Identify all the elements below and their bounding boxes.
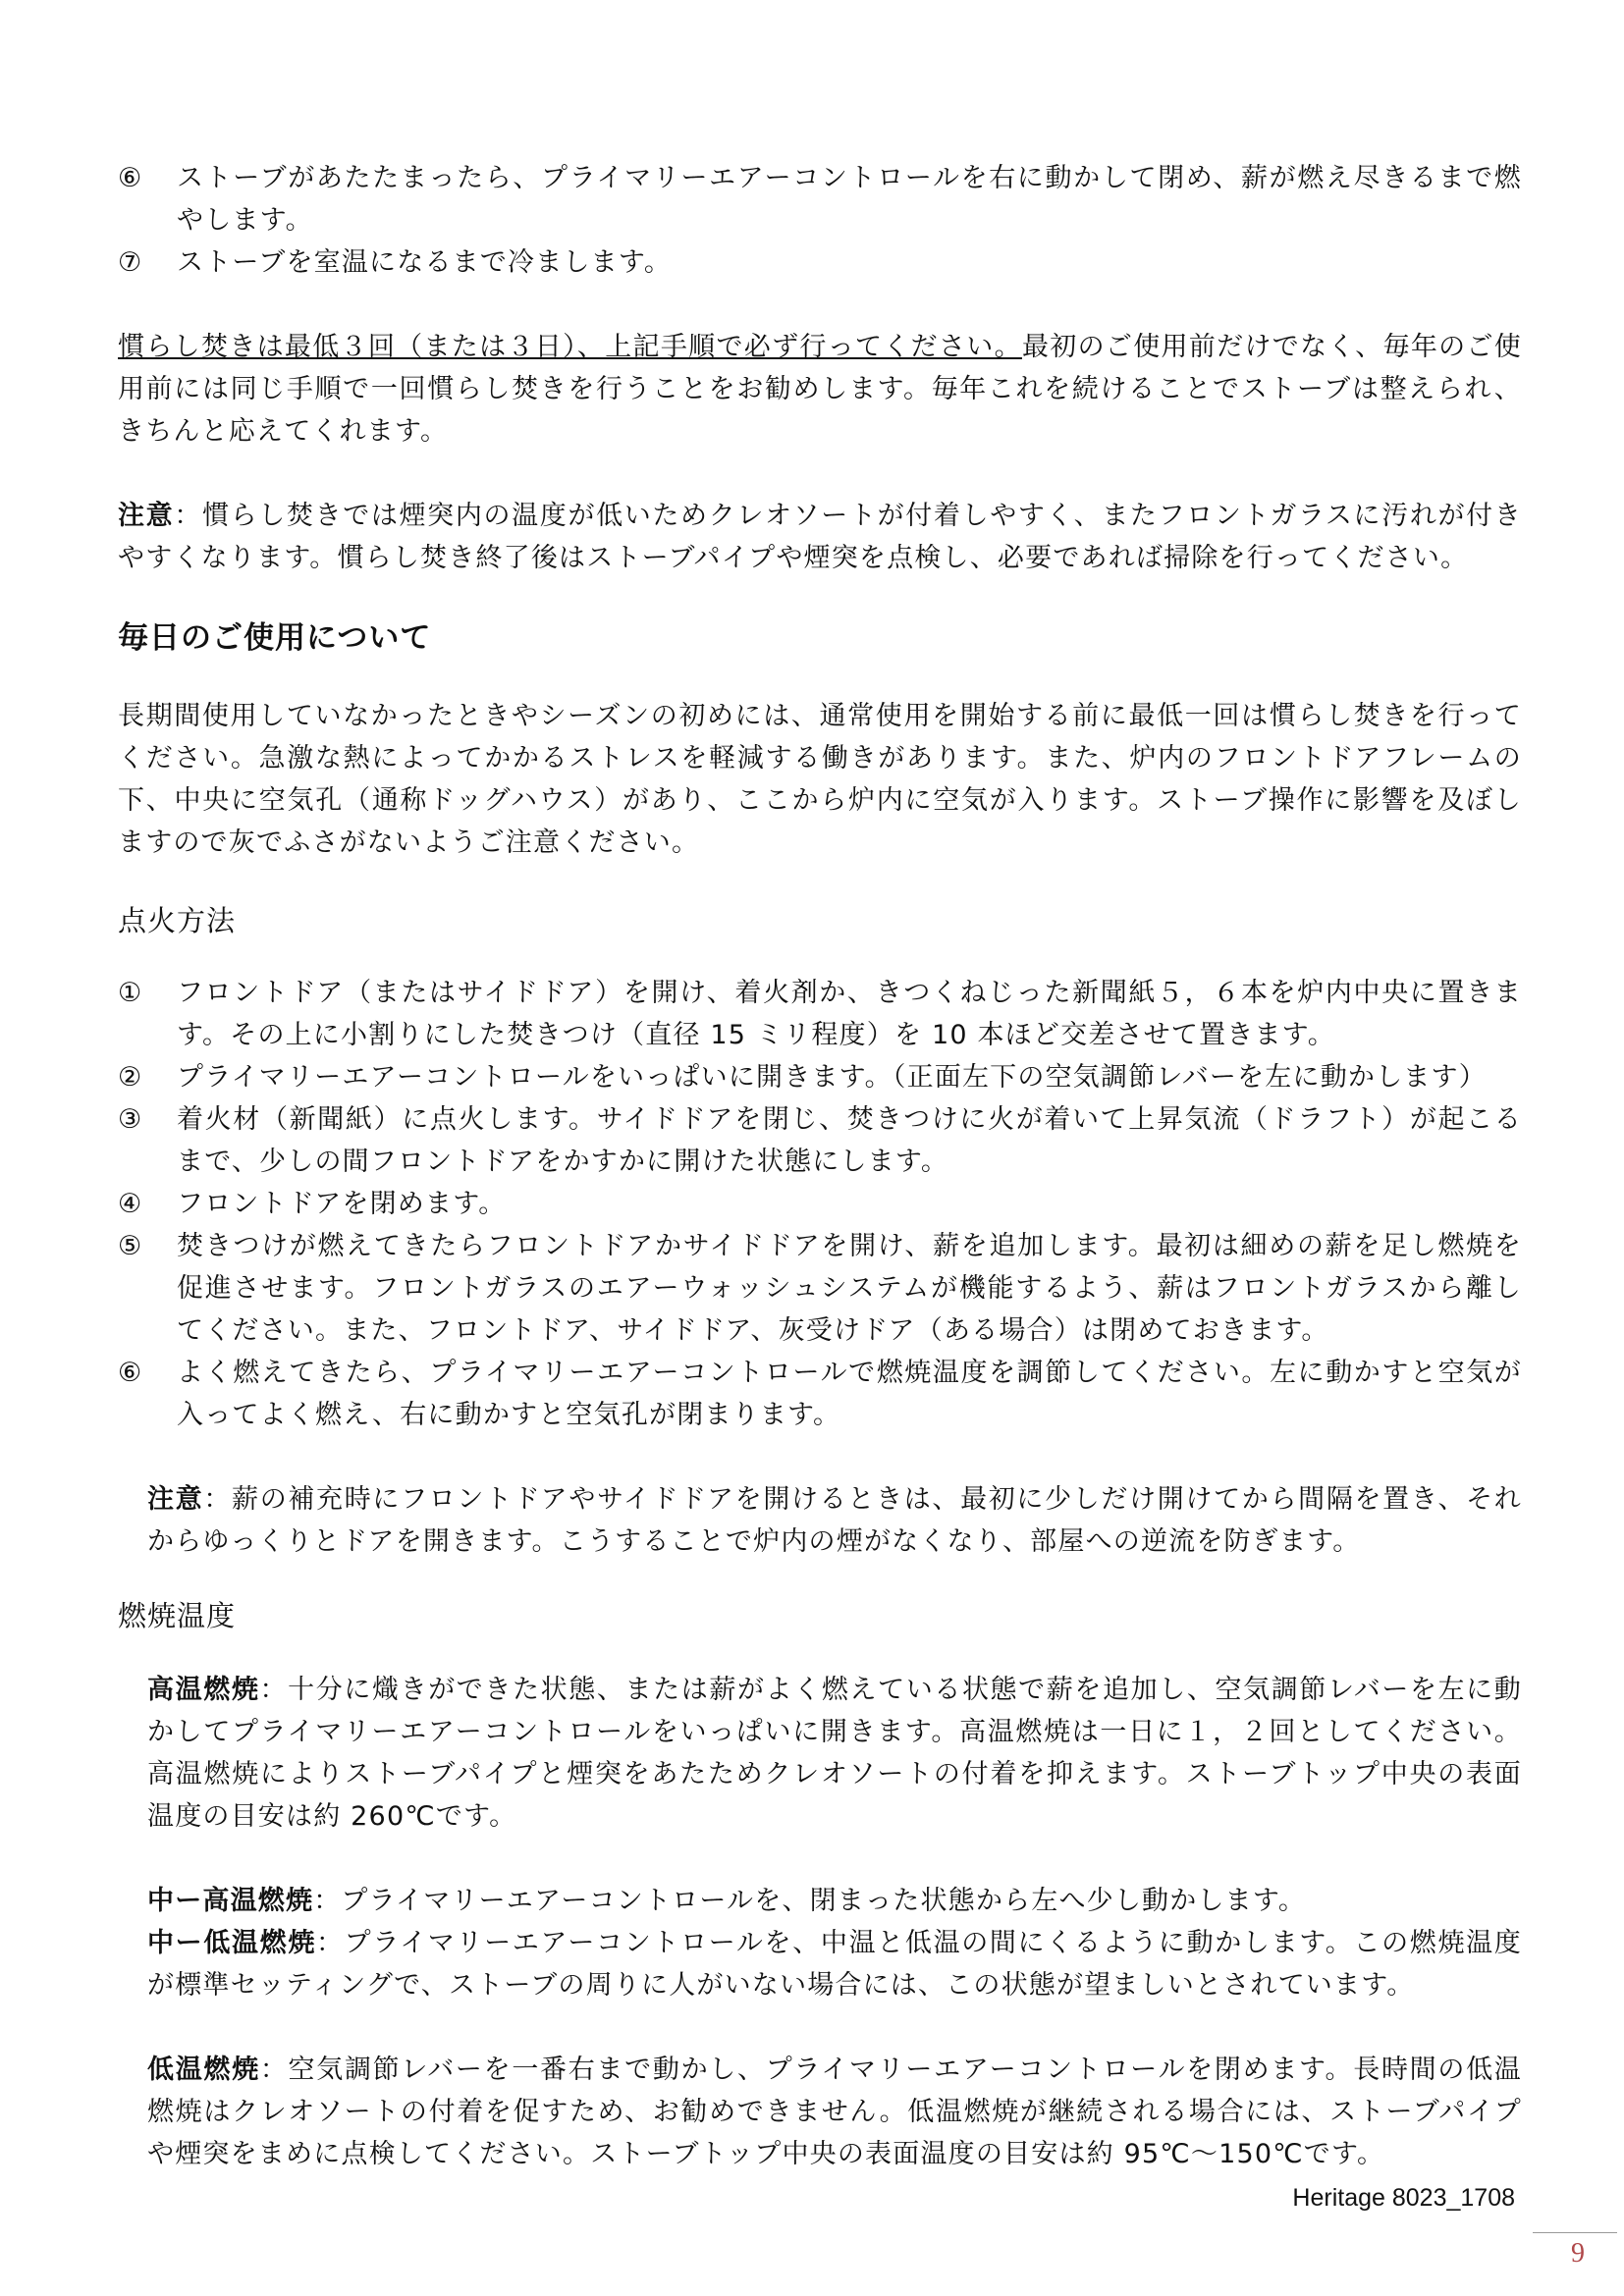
footer-divider xyxy=(1533,2232,1617,2233)
item-text: 着火材（新聞紙）に点火します。サイドドアを閉じ、焚きつけに火が着いて上昇気流（ドラフト）が起こるまで、少しの間フロントドアをかすかに開けた状態にします。 xyxy=(177,1104,1522,1177)
caution-note xyxy=(118,495,1522,579)
caution-label: 注意 xyxy=(147,1484,204,1515)
item-number: ② xyxy=(118,1062,143,1093)
item-text: ストーブを室温になるまで冷まします。 xyxy=(177,247,673,278)
list-item xyxy=(118,972,1522,1056)
item-number: ⑥ xyxy=(118,163,143,193)
list-item xyxy=(118,157,1522,241)
item-text: プライマリーエアーコントロールをいっぱいに開きます。（正面左下の空気調節レバーを左に動かします） xyxy=(177,1062,1487,1093)
refuel-caution-note xyxy=(118,1478,1522,1563)
ignition-steps-list xyxy=(118,972,1522,1436)
break-in-text: 最初のご使用前だけでなく、毎年のご使用前には同じ手順で一回慣らし焚きを行うことをお勧めします。毎年これを続けることでストーブは整えられ、きちんと応えてくれます。 xyxy=(118,332,1522,447)
item-text: フロントドア（またはサイドドア）を開け、着火剤か、きつくねじった新聞紙５，６本を炉内中央に置きます。その上に小割りにした焚きつけ（直径 15 ミリ程度）を 10 本ほど交差させて置きます。 xyxy=(177,978,1522,1050)
burn-midlow-text: ：プライマリーエアーコントロールを、中温と低温の間にくるように動かします。この燃焼温度が標準セッティングで、ストーブの周りに人がいない場合には、この状態が望ましいとされています。 xyxy=(147,1928,1522,2001)
section-heading-burn-temperature: 燃焼温度 xyxy=(118,1599,237,1632)
burn-midhigh-text: ：プライマリーエアーコントロールを、閉まった状態から左へ少し動かします。 xyxy=(313,1886,1307,1916)
item-text: 焚きつけが燃えてきたらフロントドアかサイドドアを開け、薪を追加します。最初は細めの薪を足し燃焼を促進させます。フロントガラスのエアーウォッシュシステムが機能するよう、薪はフロントガラスから離してください。また、フロントドア、サイドドア、灰受けドア（ある場合）は閉めておきます。 xyxy=(177,1231,1522,1346)
break-in-paragraph xyxy=(118,326,1522,453)
burn-high-text: ：十分に熾きができた状態、または薪がよく燃えている状態で薪を追加し、空気調節レバーを左に動かしてプライマリーエアーコントロールをいっぱいに開きます。高温燃焼は一日に１，２回としてください。高温燃焼によりストーブパイプと煙突をあたためクレオソートの付着を抑えます。ストーブトップ中央の表面温度の目安は約 260℃です。 xyxy=(147,1675,1522,1832)
document-id: Heritage 8023_1708 xyxy=(1292,2184,1515,2212)
item-text: ストーブがあたたまったら、プライマリーエアーコントロールを右に動かして閉め、薪が燃え尽きるまで燃やします。 xyxy=(177,163,1522,236)
list-item xyxy=(118,1225,1522,1352)
item-number: ⑤ xyxy=(118,1231,143,1261)
list-item xyxy=(118,1098,1522,1183)
caution-text: ：慣らし焚きでは煙突内の温度が低いためクレオソートが付着しやすく、またフロントガラスに汚れが付きやすくなります。慣らし焚き終了後はストーブパイプや煙突を点検し、必要であれば掃除を行ってください。 xyxy=(118,501,1522,573)
burn-high-paragraph xyxy=(118,1669,1522,1838)
document-body xyxy=(118,157,1522,2175)
list-item xyxy=(118,241,1522,284)
item-text: よく燃えてきたら、プライマリーエアーコントロールで燃焼温度を調節してください。左に動かすと空気が入ってよく燃え、右に動かすと空気孔が閉まります。 xyxy=(177,1358,1522,1430)
section-heading-daily-use: 毎日のご使用について xyxy=(118,620,432,656)
burn-low-label: 低温燃焼 xyxy=(147,2055,260,2085)
caution-text: ：薪の補充時にフロントドアやサイドドアを開けるときは、最初に少しだけ開けてから間隔を置き、それからゆっくりとドアを開きます。こうすることで炉内の煙がなくなり、部屋への逆流を防ぎます。 xyxy=(147,1484,1522,1557)
burn-low-text: ：空気調節レバーを一番右まで動かし、プライマリーエアーコントロールを閉めます。長時間の低温燃焼はクレオソートの付着を促すため、お勧めできません。低温燃焼が継続される場合には、ストーブパイプや煙突をまめに点検してください。ストーブトップ中央の表面温度の目安は約 95℃～150℃です。 xyxy=(147,2055,1522,2169)
list-item xyxy=(118,1183,1522,1225)
daily-use-paragraph: 長期間使用していなかったときやシーズンの初めには、通常使用を開始する前に最低一回は慣らし焚きを行ってください。急激な熱によってかかるストレスを軽減する働きがあります。また、炉内のフロントドアフレームの下、中央に空気孔（通称ドッグハウス）があり、ここから炉内に空気が入ります。ストーブ操作に影響を及ぼしますので灰でふさがないようご注意ください。 xyxy=(118,701,1522,858)
burn-high-label: 高温燃焼 xyxy=(147,1675,260,1705)
stove-steps-list xyxy=(118,157,1522,284)
item-text: フロントドアを閉めます。 xyxy=(177,1189,507,1219)
item-number: ⑦ xyxy=(118,247,143,278)
burn-midhigh-paragraph xyxy=(118,1880,1522,1922)
burn-midlow-label: 中ー低温燃焼 xyxy=(147,1928,317,1958)
caution-label: 注意 xyxy=(118,501,175,531)
break-in-emphasis: 慣らし焚きは最低３回（または３日）、上記手順で必ず行ってください。 xyxy=(118,332,1022,362)
section-heading-ignition: 点火方法 xyxy=(118,904,237,937)
page-number: 9 xyxy=(1571,2238,1585,2269)
burn-low-paragraph xyxy=(118,2049,1522,2175)
list-item xyxy=(118,1352,1522,1436)
item-number: ① xyxy=(118,978,143,1008)
list-item xyxy=(118,1056,1522,1098)
item-number: ③ xyxy=(118,1104,143,1135)
burn-midlow-paragraph xyxy=(118,1922,1522,2006)
item-number: ⑥ xyxy=(118,1358,143,1388)
burn-midhigh-label: 中ー高温燃焼 xyxy=(147,1886,314,1916)
item-number: ④ xyxy=(118,1189,143,1219)
